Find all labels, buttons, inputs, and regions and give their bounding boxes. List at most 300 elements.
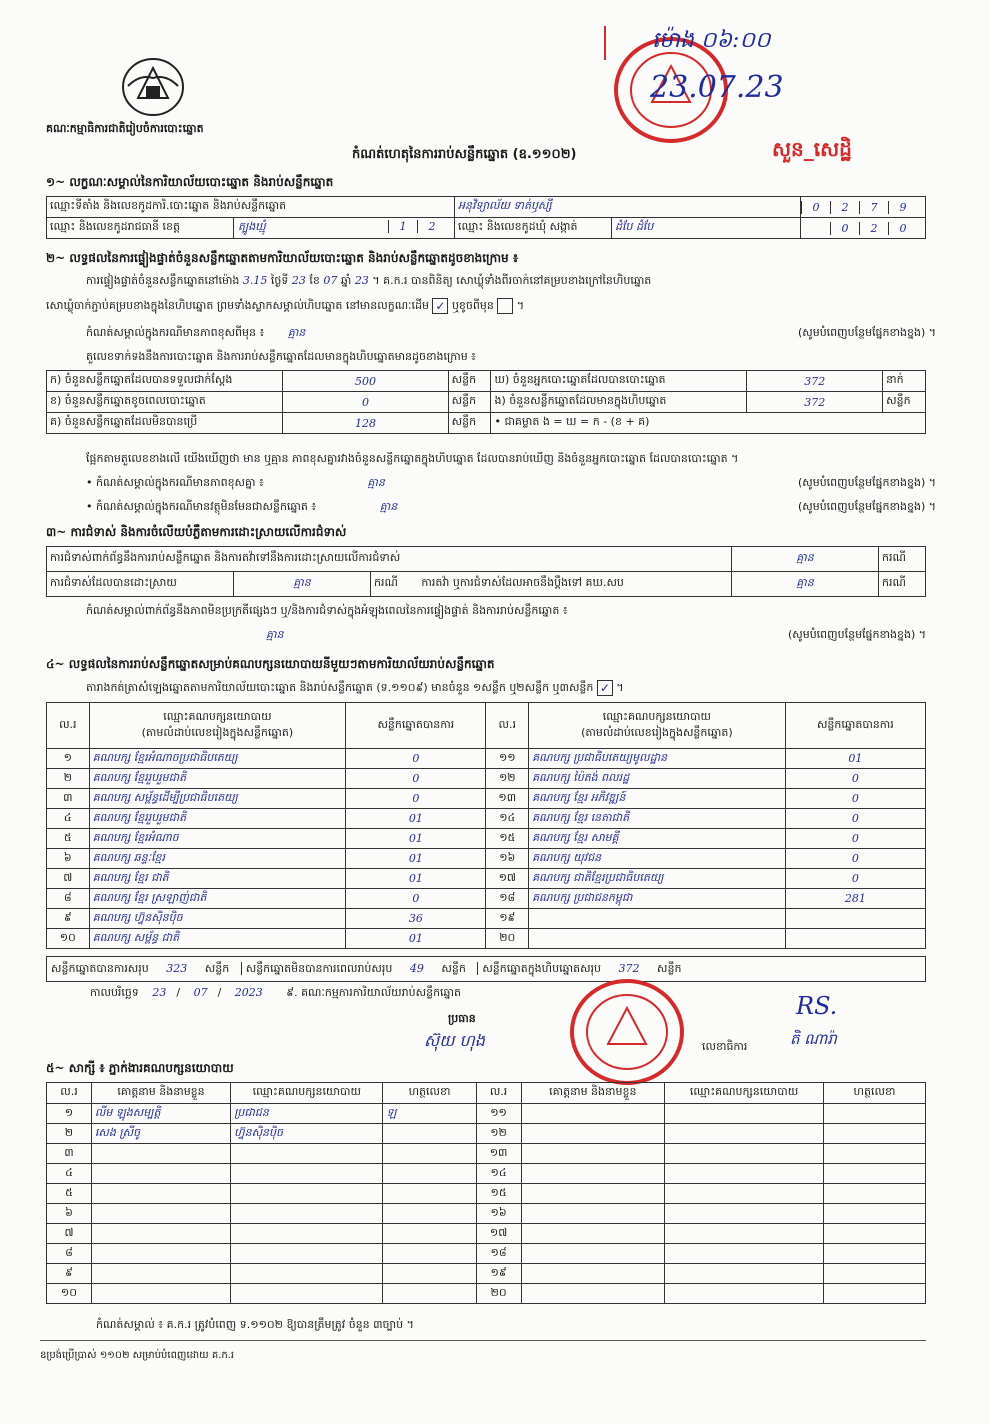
party-row [47, 789, 926, 809]
party-votes: 0 [785, 849, 925, 869]
figures-row [47, 392, 926, 413]
witness-party [665, 1244, 824, 1264]
witness-sign [824, 1264, 926, 1284]
witness-no: ១៧ [476, 1224, 521, 1244]
col-party-header-sub: (តាមលំដាប់លេខរៀងក្នុងសន្លឹកឆ្នោត) [581, 725, 733, 739]
w-col-sign: ហត្ថលេខា [383, 1083, 476, 1104]
witness-name [521, 1244, 665, 1264]
witness-name [91, 1144, 230, 1164]
witness-no: ២០ [476, 1284, 521, 1304]
fig-label: ក) ចំនួនសន្លឹកឆ្នោតដែលបានទទួលជាក់ស្តែង [47, 371, 283, 392]
witness-sign [383, 1284, 476, 1304]
bullet-object-line [86, 500, 936, 516]
party-no: ២ [47, 769, 90, 789]
province-code-digit: 1 [388, 220, 417, 233]
party-no: ៨ [47, 889, 90, 909]
fig-unit: សន្លឹក [883, 392, 926, 413]
valid-total-label: សន្លឹកឆ្នោតបានការសរុប [51, 962, 149, 975]
verify-suffix: ។ គ.ក.រ បានពិនិត្យ សោឃ្លុំទាំងពីរចាក់នៅគម្របខាងក្រៅនៃហិបឆ្នោត [372, 274, 652, 287]
witness-name: សេង ស្រីចូ [91, 1124, 230, 1144]
party-name: គណបក្ស ខ្មែររួបរួមជាតិ [89, 769, 346, 789]
witness-party: ប្រជាជន [231, 1104, 383, 1124]
signing-date-line: កាលបរិច្ឆេទ 23 / 07 / 2023 ៩. គណៈកម្មការការិយាល័យរាប់សន្លឹកឆ្នោត [90, 986, 462, 999]
party-row [47, 869, 926, 889]
party-row [47, 809, 926, 829]
party-name: គណបក្ស ខ្មែរ អភិវឌ្ឍន៍ [529, 789, 786, 809]
party-name: គណបក្ស ខ្មែរ ជាតិ [89, 869, 346, 889]
witness-party [665, 1264, 824, 1284]
bottom-note: ឧប្រង់ប្រើប្រាស់ ១១០២ សម្រាប់បំពេញដោយ គ.ក.រ [40, 1350, 235, 1361]
witness-no: ១៦ [476, 1204, 521, 1224]
party-votes: 281 [785, 889, 925, 909]
province-code-digit: 2 [417, 220, 446, 233]
party-row [47, 849, 926, 869]
bullet-diff-label: • កំណត់សម្គាល់ក្នុងករណីមានភាពខុសគ្នា ៖ [86, 476, 264, 489]
stamp-time: ម៉ោង ០៦:០០ [652, 28, 771, 53]
diff-note-hint: (សូមបំពេញបន្ថែមផ្នែកខាងខ្នង) ។ [797, 326, 936, 339]
valid-total-unit: សន្លឹក [204, 962, 230, 975]
witness-name [521, 1224, 665, 1244]
witness-name [91, 1244, 230, 1264]
figures-table [46, 370, 926, 434]
witness-row [47, 1184, 926, 1204]
commune-code-digit: 0 [830, 222, 859, 235]
bullet-diff-line [86, 476, 936, 492]
party-name [529, 909, 786, 929]
party-votes: 0 [785, 829, 925, 849]
party-votes: 01 [346, 869, 486, 889]
figures-subtitle: តួលេខទាក់ទងនឹងការបោះឆ្នោត និងការរាប់សន្លឹកឆ្នោតដែលមានក្នុងហិបឆ្នោតមានដូចខាងក្រោម ៖ [86, 350, 477, 363]
witness-sign [383, 1144, 476, 1164]
witness-row [47, 1124, 926, 1144]
verify-year: 23 [354, 274, 369, 287]
resolved-unit-and-appeal [371, 572, 732, 597]
witness-party: ហ្វ៊ុនស៊ិនប៉ិច [231, 1124, 383, 1144]
col-votes-header: សន្លឹកឆ្នោតបានការ [785, 703, 925, 749]
witness-party [231, 1284, 383, 1304]
col-votes-header: សន្លឹកឆ្នោតបានការ [346, 703, 486, 749]
invalid-total-unit: សន្លឹក [441, 962, 466, 975]
commune-code-digit: 0 [888, 222, 917, 235]
fig-label: ខ) ចំនួនសន្លឹកឆ្នោតខូចពេលបោះឆ្នោត [47, 392, 283, 413]
party-no: ១៩ [486, 909, 529, 929]
witness-no: ១៥ [476, 1184, 521, 1204]
party-no: ១៧ [486, 869, 529, 889]
verify-year-label: ឆ្នាំ [340, 274, 352, 287]
province-cell [234, 218, 455, 239]
witness-party [231, 1184, 383, 1204]
party-name: គណបក្ស យុវជន [529, 849, 786, 869]
fig-value: 500 [283, 371, 448, 392]
fig-value: 128 [283, 413, 448, 434]
irregularity-note-value: គ្មាន [266, 628, 284, 641]
witness-no: ១២ [476, 1124, 521, 1144]
witness-sign [824, 1104, 926, 1124]
witness-no: ១១ [476, 1104, 521, 1124]
col-party-header [529, 703, 786, 749]
witness-party [665, 1284, 824, 1304]
party-no: ១១ [486, 749, 529, 769]
party-votes: 01 [346, 929, 486, 949]
signing-date-label: កាលបរិច្ឆេទ [90, 986, 139, 999]
witness-name [91, 1224, 230, 1244]
party-votes [785, 929, 925, 949]
party-no: ១២ [486, 769, 529, 789]
witness-sign: ឡ [383, 1104, 476, 1124]
witness-party [665, 1104, 824, 1124]
party-votes: 0 [346, 789, 486, 809]
diff-note-line [86, 326, 936, 342]
party-votes: 01 [346, 829, 486, 849]
tally-sheet-text: តារាងកត់ត្រាសំឡេងឆ្នោតតាមការិយាល័យបោះឆ្នោត និងរាប់សន្លឹកឆ្នោត (ទ.១១០៩) មានចំនួន ១សន្លឹក ឬ២សន្លឹក ឬ៣សន្លឹក [86, 681, 594, 694]
witness-party [665, 1164, 824, 1184]
col-party-header [89, 703, 346, 749]
party-votes: 36 [346, 909, 486, 929]
party-no: ១៤ [486, 809, 529, 829]
party-name: គណបក្ស សម្ព័ន្ធ ជាតិ [89, 929, 346, 949]
witness-sign [824, 1164, 926, 1184]
witness-name [521, 1284, 665, 1304]
witness-sign [824, 1204, 926, 1224]
witness-party [231, 1224, 383, 1244]
witness-sign [383, 1244, 476, 1264]
witness-party [231, 1204, 383, 1224]
witness-row [47, 1284, 926, 1304]
box-total-value: 372 [618, 962, 640, 975]
witness-sign [383, 1124, 476, 1144]
party-votes: 0 [346, 769, 486, 789]
damaged-label: ឬខូចពីមុន [451, 299, 494, 312]
col-party-header-title: ឈ្មោះគណបក្សនយោបាយ [163, 709, 272, 723]
party-no: ១៨ [486, 889, 529, 909]
invalid-total-label: សន្លឹកឆ្នោតមិនបានការពេលរាប់សរុប [241, 962, 393, 975]
party-name: គណបក្ស ប៉ៃតង់ ពលរដ្ឋ [529, 769, 786, 789]
location-code-digit: 0 [801, 201, 830, 214]
witness-name: លីម ឡុងសម្បត្តិ [91, 1104, 230, 1124]
witness-sign [824, 1144, 926, 1164]
party-no: ៥ [47, 829, 90, 849]
w-col-name: គោត្តនាម និងនាមខ្លួន [91, 1083, 230, 1104]
chair-signature: ស៊ុយ ហុង [424, 1031, 485, 1050]
party-row [47, 929, 926, 949]
province-value: ត្បូងឃ្មុំ [238, 220, 266, 233]
verification-line-1 [86, 274, 936, 290]
party-name: គណបក្ស ខ្មែរអំណាចប្រជាធិបតេយ្យ [89, 749, 346, 769]
w-col-name: គោត្តនាម និងនាមខ្លួន [521, 1083, 665, 1104]
col-party-header-title: ឈ្មោះគណបក្សនយោបាយ [602, 709, 712, 723]
section5-title: ៥~ សាក្សី ៖ ភ្នាក់ងារគណបក្សនយោបាយ [46, 1061, 234, 1075]
fig-value: 372 [747, 392, 883, 413]
w-col-party: ឈ្មោះគណបក្សនយោបាយ [231, 1083, 383, 1104]
verify-time-prefix: ការផ្ទៀងផ្ទាត់ចំនួនសន្លឹកឆ្នោតនៅម៉ោង [86, 274, 240, 287]
witness-name [91, 1264, 230, 1284]
witness-name [521, 1204, 665, 1224]
commune-value: ដំបែ ដំបែ [612, 218, 801, 239]
verify-month-label: ខែ [309, 274, 320, 287]
witness-party [665, 1224, 824, 1244]
bullet-diff-hint: (សូមបំពេញបន្ថែមផ្នែកខាងខ្នង) ។ [797, 476, 936, 489]
bullet-object-hint: (សូមបំពេញបន្ថែមផ្នែកខាងខ្នង) ។ [797, 500, 936, 513]
party-votes: 0 [785, 769, 925, 789]
resolved-unit: ករណី [374, 576, 398, 589]
party-no: ១០ [47, 929, 90, 949]
stamp-date: 23.07.23 [650, 70, 784, 105]
party-row [47, 829, 926, 849]
party-votes: 0 [346, 889, 486, 909]
party-name: គណបក្ស ខ្មែរអំណាច [89, 829, 346, 849]
witness-sign [824, 1184, 926, 1204]
party-name: គណបក្ស ប្រជាធិបតេយ្យមូលដ្ឋាន [529, 749, 786, 769]
commune-label: ឈ្មោះ និងលេខកូដឃុំ សង្កាត់ [455, 218, 612, 239]
witness-sign [824, 1124, 926, 1144]
witness-sign [383, 1204, 476, 1224]
witness-sign [824, 1224, 926, 1244]
party-row [47, 749, 926, 769]
bullet-object-label: • កំណត់សម្គាល់ក្នុងករណីមានវត្ថុមិនមែនជាសន្លឹកឆ្នោត ៖ [86, 500, 317, 513]
location-code-digit: 2 [830, 201, 859, 214]
party-votes: 0 [346, 749, 486, 769]
party-no: ១៦ [486, 849, 529, 869]
party-row [47, 889, 926, 909]
province-label: ឈ្មោះ និងលេខកូដរាជធានី ខេត្ត [47, 218, 234, 239]
verification-line-2: សោឃ្លុំចាក់ភ្ជាប់គម្របខាងក្នុងនៃហិបឆ្នោត ព្រមទាំងស្លាកសម្គាល់ហិបឆ្នោត នៅមានលក្ខណៈដើម ✓ ឬខូចពីមុន ។ [46, 299, 525, 313]
party-name: គណបក្ស ខ្មែរ សាមគ្គី [529, 829, 786, 849]
witness-row [47, 1204, 926, 1224]
fig-formula: • ជាគម្លាត ង = ឃ = ក - (ខ + គ) [491, 413, 926, 434]
signing-day: 23 [152, 986, 167, 999]
fig-unit: សន្លឹក [448, 413, 491, 434]
witness-sign [824, 1244, 926, 1264]
figures-row [47, 413, 926, 434]
col-no-header: ល.រ [47, 703, 90, 749]
w-col-sign: ហត្ថលេខា [824, 1083, 926, 1104]
fig-label: គ) ចំនួនសន្លឹកឆ្នោតដែលមិនបានប្រើ [47, 413, 283, 434]
secretary-signature: តិ ណារ៉ា [790, 1030, 837, 1048]
party-results-table [46, 702, 926, 949]
appeal-value: គ្មាន [732, 572, 879, 597]
witness-no: ១៤ [476, 1164, 521, 1184]
witness-name [91, 1184, 230, 1204]
witness-no: ១៩ [476, 1264, 521, 1284]
party-no: ៤ [47, 809, 90, 829]
witness-no: ៤ [47, 1164, 92, 1184]
objection-unit: ករណី [879, 547, 926, 572]
commune-code [801, 218, 926, 239]
tally-sheet-checkbox-3[interactable]: ✓ [597, 680, 613, 696]
verify-month: 07 [323, 274, 338, 287]
bullet-diff-value: គ្មាន [367, 476, 385, 489]
party-name: គណបក្ស ប្រជាជនកម្ពុជា [529, 889, 786, 909]
witness-sign [383, 1264, 476, 1284]
witness-no: ១៨ [476, 1244, 521, 1264]
witness-row [47, 1104, 926, 1124]
fig-unit: សន្លឹក [448, 392, 491, 413]
col-no-header: ល.រ [486, 703, 529, 749]
location-code [801, 197, 926, 218]
witness-name [521, 1124, 665, 1144]
fig-label: ង) ចំនួនសន្លឹកឆ្នោតដែលមានក្នុងហិបឆ្នោត [491, 392, 747, 413]
witness-name [521, 1104, 665, 1124]
party-name: គណបក្ស ហ្វ៊ុនស៊ិនប៉ិច [89, 909, 346, 929]
party-no: ១ [47, 749, 90, 769]
form-title: កំណត់ហេតុនៃការរាប់សន្លឹកឆ្នោត (ឧ.១១០២) [352, 147, 577, 162]
verify-day: 23 [291, 274, 306, 287]
location-code-digit: 7 [859, 201, 888, 214]
bullet-object-value: គ្មាន [379, 500, 398, 513]
witness-party [665, 1144, 824, 1164]
tally-sheet-line: តារាងកត់ត្រាសំឡេងឆ្នោតតាមការិយាល័យបោះឆ្នោត និងរាប់សន្លឹកឆ្នោត (ទ.១១០៩) មានចំនួន ១សន្លឹក ឬ២សន្លឹក ឬ៣សន្លឹក ✓ ។ [86, 681, 624, 695]
witness-name [521, 1144, 665, 1164]
section3-title: ៣~ ការជំទាស់ និងការចំលើយបំភ្លឺតាមការដោះស្រាយលើការជំទាស់ [46, 525, 347, 539]
witness-name [521, 1184, 665, 1204]
party-name: គណបក្ស ខ្មែររួបរួមជាតិ [89, 809, 346, 829]
party-name: គណបក្ស សម្ព័ន្ធដើម្បីប្រជាធិបតេយ្យ [89, 789, 346, 809]
witness-row [47, 1144, 926, 1164]
irregularity-note-label: កំណត់សម្គាល់ពាក់ព័ន្ធនឹងភាពមិនប្រក្រតីផ្សេងៗ ឬ/និងការជំទាស់ក្នុងអំឡុងពេលនៃការផ្ទៀងផ្ទាត់ និងការរាប់សន្លឹកឆ្នោត ៖ [86, 604, 568, 617]
valid-total-value: 323 [166, 962, 188, 975]
section2-title: ២~ លទ្ធផលនៃការផ្ទៀងផ្ទាត់ចំនួនសន្លឹកឆ្នោតតាមការិយាល័យបោះឆ្នោត និងរាប់សន្លឹកឆ្នោតដូចខាងក្រោម ៖ [46, 251, 519, 265]
damaged-checkbox[interactable] [497, 298, 513, 314]
invalid-total-value: 49 [409, 962, 424, 975]
party-no: ៦ [47, 849, 90, 869]
verify-date-label: ថ្ងៃទី [270, 274, 289, 287]
witness-name [91, 1164, 230, 1184]
witness-sign [383, 1164, 476, 1184]
witness-sign [383, 1224, 476, 1244]
witness-name [521, 1264, 665, 1284]
party-no: ២០ [486, 929, 529, 949]
party-name [529, 929, 786, 949]
party-row [47, 909, 926, 929]
party-no: ៩ [47, 909, 90, 929]
location-value: អនុវិទ្យាល័យ ទាត់ឫស្សី [455, 197, 801, 218]
fig-unit: នាក់ [883, 371, 926, 392]
party-name: គណបក្ស ខ្មែរ នេតាជាតិ [529, 809, 786, 829]
verify-time: 3.15 [242, 274, 268, 287]
intact-checkbox[interactable]: ✓ [432, 298, 448, 314]
diff-note-value: គ្មាន [287, 326, 306, 339]
witness-party [231, 1164, 383, 1184]
witness-party [231, 1244, 383, 1264]
committee-label: ៩. គណៈកម្មការការិយាល័យរាប់សន្លឹកឆ្នោត [286, 986, 462, 999]
footer-divider [40, 1340, 926, 1341]
box-total-label: សន្លឹកឆ្នោតក្នុងហិបឆ្នោតសរុប [477, 962, 601, 975]
witness-row [47, 1264, 926, 1284]
location-label: ឈ្មោះទីតាំង និងលេខកូដការិ.បោះឆ្នោត និងរាប់សន្លឹកឆ្នោត [47, 197, 455, 218]
party-no: ៣ [47, 789, 90, 809]
witness-name [521, 1164, 665, 1184]
witness-row [47, 1244, 926, 1264]
party-votes: 01 [346, 809, 486, 829]
chair-label: ប្រធាន [448, 1012, 476, 1025]
w-col-no: ល.រ [476, 1083, 521, 1104]
appeal-unit: ករណី [879, 572, 926, 597]
footnote: កំណត់សម្គាល់ ៖ គ.ក.រ ត្រូវបំពេញ ទ.១១០២ ឱ្យបានត្រឹមត្រូវ ចំនួន ៣ច្បាប់ ។ [96, 1318, 414, 1331]
witness-no: ២ [47, 1124, 92, 1144]
witness-name [91, 1284, 230, 1304]
org-title: គណៈកម្មាធិការជាតិរៀបចំការបោះឆ្នោត [46, 122, 204, 135]
commune-code-digit: 2 [859, 222, 888, 235]
witness-sign [824, 1284, 926, 1304]
witness-no: ៥ [47, 1184, 92, 1204]
party-name: គណបក្ស ខ្មែរ ស្រឡាញ់ជាតិ [89, 889, 346, 909]
party-votes: 01 [785, 749, 925, 769]
diff-note-label: កំណត់សម្គាល់ក្នុងករណីមានភាពខុសពីមុន ៖ [86, 326, 265, 339]
figures-row [47, 371, 926, 392]
irregularity-note-hint: (សូមបំពេញបន្ថែមផ្នែកខាងខ្នង) ។ [787, 628, 926, 641]
location-code-digit: 9 [888, 201, 917, 214]
objection-value: គ្មាន [732, 547, 879, 572]
signing-month: 07 [193, 986, 208, 999]
red-mark-line [604, 26, 606, 60]
witness-name [91, 1204, 230, 1224]
objection-label: ការជំទាស់ពាក់ព័ន្ធនឹងការរាប់សន្លឹកឆ្នោត និងការតវ៉ាទៅនឹងការដោះស្រាយលើការជំទាស់ [47, 547, 732, 572]
witness-party [231, 1144, 383, 1164]
party-row [47, 769, 926, 789]
secretary-initials: RS. [796, 992, 838, 1020]
witness-no: ១ [47, 1104, 92, 1124]
witness-no: ១០ [47, 1284, 92, 1304]
party-votes: 0 [785, 809, 925, 829]
witness-table [46, 1082, 926, 1304]
fig-value: 372 [747, 371, 883, 392]
section1-title: ១~ លក្ខណៈសម្គាល់នៃការិយាល័យបោះឆ្នោត និងរាប់សន្លឹកឆ្នោត [46, 175, 334, 189]
section1-table [46, 196, 926, 239]
resolved-value: គ្មាន [234, 572, 371, 597]
witness-no: ៨ [47, 1244, 92, 1264]
fig-unit: សន្លឹក [448, 371, 491, 392]
fig-label: ឃ) ចំនួនអ្នកបោះឆ្នោតដែលបានបោះឆ្នោត [491, 371, 747, 392]
difference-check-line: ផ្អែកតាមតួលេខខាងលើ យើងឃើញថា មាន ឬគ្មាន ភាពខុសគ្នារវាងចំនួនសន្លឹកឆ្នោតក្នុងហិបឆ្នោត ដែលបានរាប់ឃើញ និងចំនួនអ្នកបោះឆ្នោត ដែលបានបោះឆ្នោត ។ [86, 452, 739, 465]
witness-no: ៣ [47, 1144, 92, 1164]
witness-party [665, 1124, 824, 1144]
witness-row [47, 1224, 926, 1244]
witness-row [47, 1164, 926, 1184]
signature-note: សួន_សេដ្ឋិ [772, 137, 852, 161]
resolved-label: ការជំទាស់ដែលបានដោះស្រាយ [47, 572, 234, 597]
witness-party [231, 1264, 383, 1284]
witness-no: ១៣ [476, 1144, 521, 1164]
w-col-party: ឈ្មោះគណបក្សនយោបាយ [665, 1083, 824, 1104]
party-no: ១៣ [486, 789, 529, 809]
witness-party [665, 1184, 824, 1204]
party-no: ១៥ [486, 829, 529, 849]
party-no: ៧ [47, 869, 90, 889]
witness-no: ៦ [47, 1204, 92, 1224]
irregularity-note-line [46, 628, 926, 644]
party-votes: 01 [346, 849, 486, 869]
witness-no: ៧ [47, 1224, 92, 1244]
seal-status-text: សោឃ្លុំចាក់ភ្ជាប់គម្របខាងក្នុងនៃហិបឆ្នោត ព្រមទាំងស្លាកសម្គាល់ហិបឆ្នោត នៅមានលក្ខណៈដើម [46, 299, 429, 312]
party-name: គណបក្ស ឆន្ទៈខ្មែរ [89, 849, 346, 869]
party-votes [785, 909, 925, 929]
red-stamp-committee [568, 978, 686, 1086]
objection-table [46, 546, 926, 597]
appeal-label: ការតវ៉ា ឬការជំទាស់ដែលអាចនឹងប្តឹងទៅ គឃ.សប [421, 576, 624, 589]
section4-title: ៤~ លទ្ធផលនៃការរាប់សន្លឹកឆ្នោតសម្រាប់គណបក្សនយោបាយនីមួយៗតាមការិយាល័យរាប់សន្លឹកឆ្នោត [46, 657, 495, 671]
party-name: គណបក្ស ជាតិខ្មែរប្រជាធិបតេយ្យ [529, 869, 786, 889]
signing-year: 2023 [234, 986, 263, 999]
fig-value: 0 [283, 392, 448, 413]
w-col-no: ល.រ [47, 1083, 92, 1104]
col-party-header-sub: (តាមលំដាប់លេខរៀងក្នុងសន្លឹកឆ្នោត) [141, 725, 294, 739]
witness-no: ៩ [47, 1264, 92, 1284]
party-votes: 0 [785, 789, 925, 809]
party-votes: 0 [785, 869, 925, 889]
witness-party [665, 1204, 824, 1224]
witness-sign [383, 1184, 476, 1204]
secretary-label: លេខាធិការ [702, 1040, 748, 1053]
